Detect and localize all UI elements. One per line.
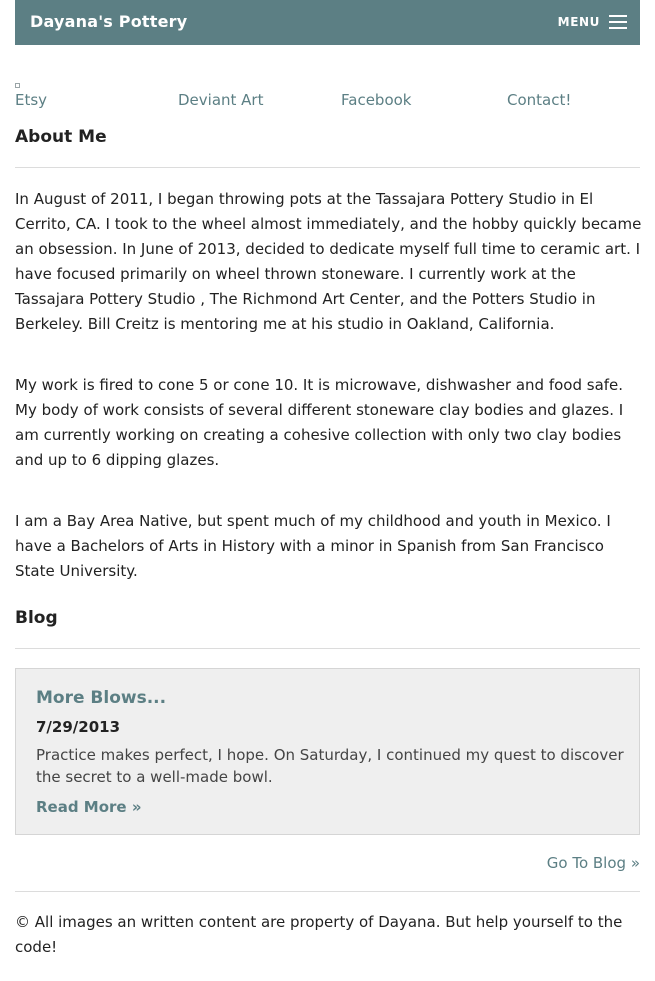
blog-divider: [15, 648, 640, 649]
blog-post-date: 7/29/2013: [36, 718, 121, 736]
about-heading: About Me: [15, 127, 107, 147]
about-divider: [15, 167, 640, 168]
read-more-link[interactable]: Read More »: [36, 798, 142, 816]
menu-button[interactable]: [558, 13, 627, 31]
blog-post-title-link[interactable]: More Blows...: [36, 688, 167, 708]
etsy-link[interactable]: Etsy: [15, 91, 48, 109]
menu-label: MENU: [557, 15, 600, 29]
facebook-link[interactable]: Facebook: [341, 91, 412, 109]
hamburger-icon: [609, 14, 627, 30]
blog-post-excerpt: Practice makes perfect, I hope. On Saturday, I continued my quest to discover the secret to a well-made bowl.: [36, 746, 624, 786]
broken-image-icon: [15, 83, 20, 88]
site-brand-link[interactable]: Dayana's Pottery: [30, 12, 188, 31]
blog-heading: Blog: [15, 608, 58, 628]
go-to-blog-link[interactable]: Go To Blog »: [546, 854, 640, 872]
blog-post-card: [15, 668, 640, 835]
site-header: [15, 0, 640, 45]
footer-divider: [15, 891, 640, 892]
footer-copyright: © All images an written content are property of Dayana. But help yourself to the code!: [15, 913, 623, 956]
social-links: [15, 90, 640, 110]
about-paragraph-3: I am a Bay Area Native, but spent much of my childhood and youth in Mexico. I have a Bachelors of Arts in History with a minor in Spanish from San Francisco State University.: [15, 512, 611, 580]
about-paragraph-2: My work is fired to cone 5 or cone 10. It is microwave, dishwasher and food safe. My body of work consists of several different stoneware clay bodies and glazes. I am currently working on creating a cohesive collection with only two clay bodies and up to 6 dipping glazes.: [15, 376, 624, 469]
contact-link[interactable]: Contact!: [507, 91, 572, 109]
about-paragraph-1: In August of 2011, I began throwing pots at the Tassajara Pottery Studio in El Cerrito, CA. I took to the wheel almost immediately, and the hobby quickly became an obsession. In June of 2013, decided to dedicate myself full time to ceramic art. I have focused primarily on wheel thrown stoneware. I currently work at the Tassajara Pottery Studio , The Richmond Art Center, and the Potters Studio in Berkeley. Bill Creitz is mentoring me at his studio in Oakland, California.: [15, 190, 642, 333]
deviant-art-link[interactable]: Deviant Art: [178, 91, 264, 109]
